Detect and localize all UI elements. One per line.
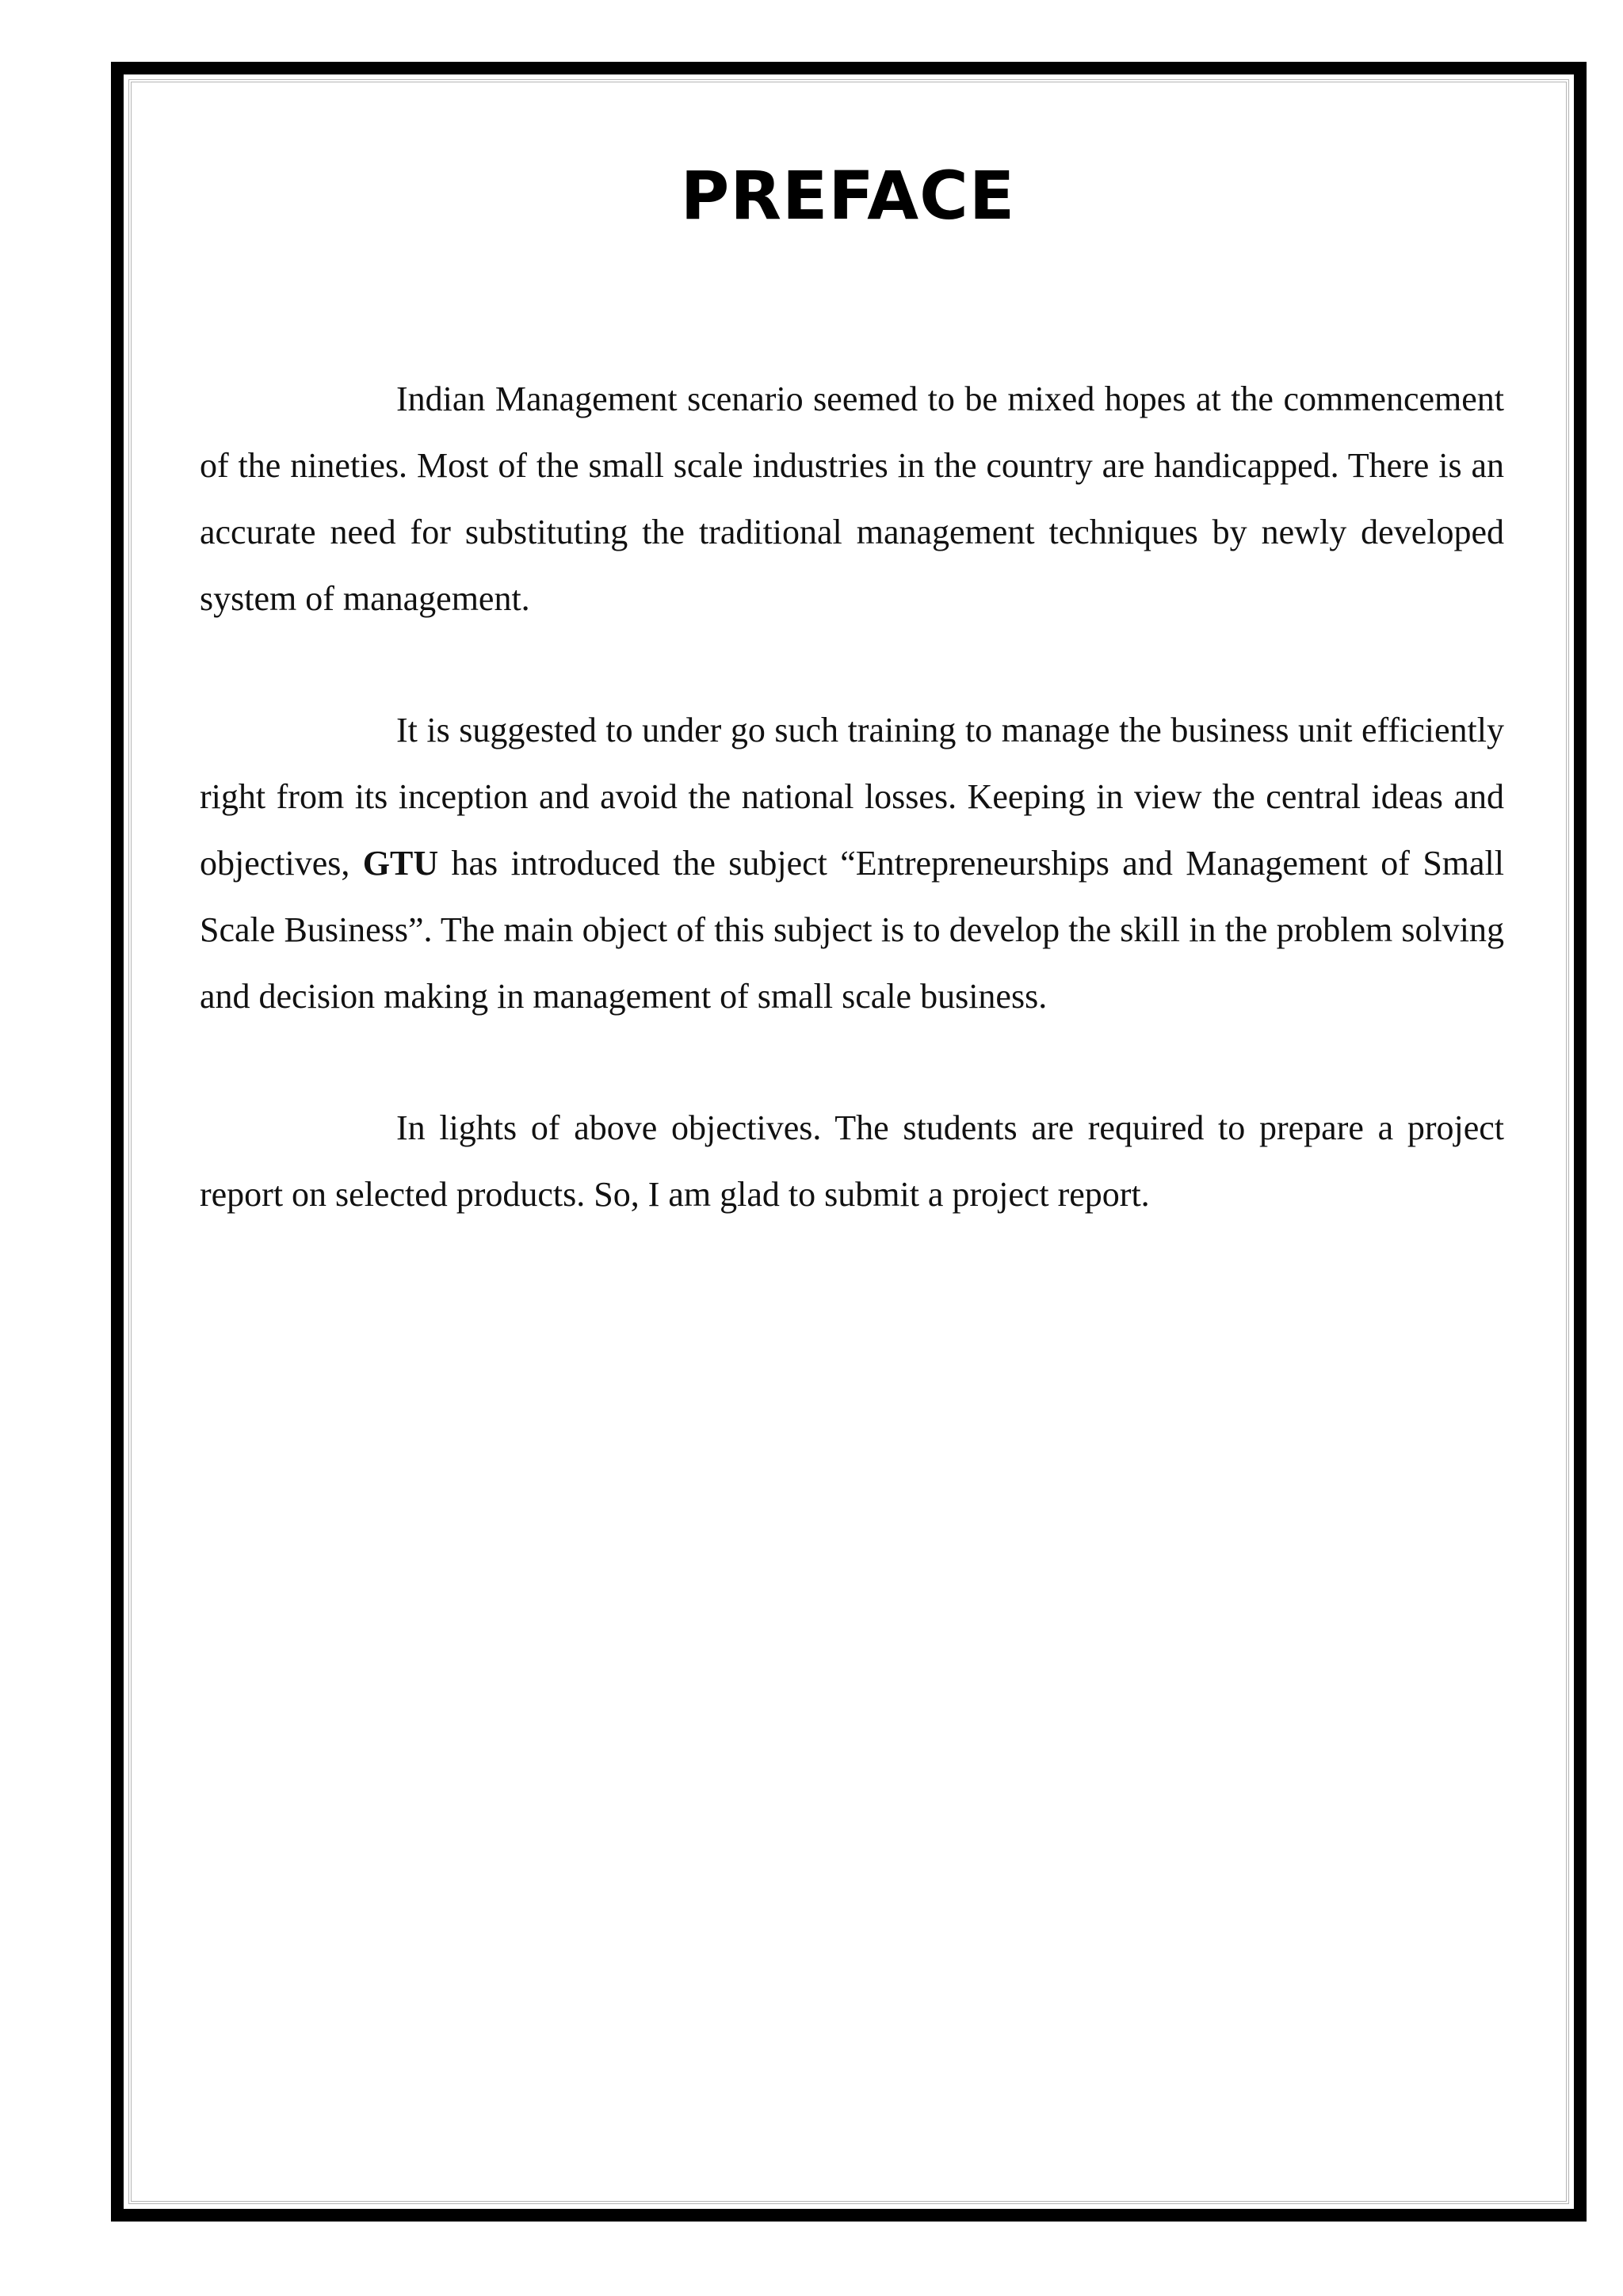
preface-body — [200, 366, 1504, 1293]
page-title: PREFACE — [680, 157, 1016, 235]
paragraph-3: In lights of above objectives. The students are required to prepare a project report on selected products. So, I am glad to submit a project report. — [200, 1108, 1504, 1214]
gtu-bold-text: GTU — [362, 844, 439, 883]
paragraph-2-text-before: It is suggested to under go such training to manage the business unit efficiently right from its inception and avoid the national losses. Keeping in view the central ideas and objectives, — [200, 711, 1504, 883]
paragraph-1: Indian Management scenario seemed to be mixed hopes at the commencement of the nineties. Most of the small scale industries in the country are handicapped. There is an accurate need for substituting the traditional management techniques by newly developed system of management. — [200, 379, 1504, 618]
paragraph-2 — [200, 697, 1504, 1030]
paragraph-2-text-after: has introduced the subject “Entrepreneurships and Management of Small Scale Business”. The main object of this subject is to develop the skill in the problem solving and decision making in management of small scale business. — [200, 844, 1505, 1016]
